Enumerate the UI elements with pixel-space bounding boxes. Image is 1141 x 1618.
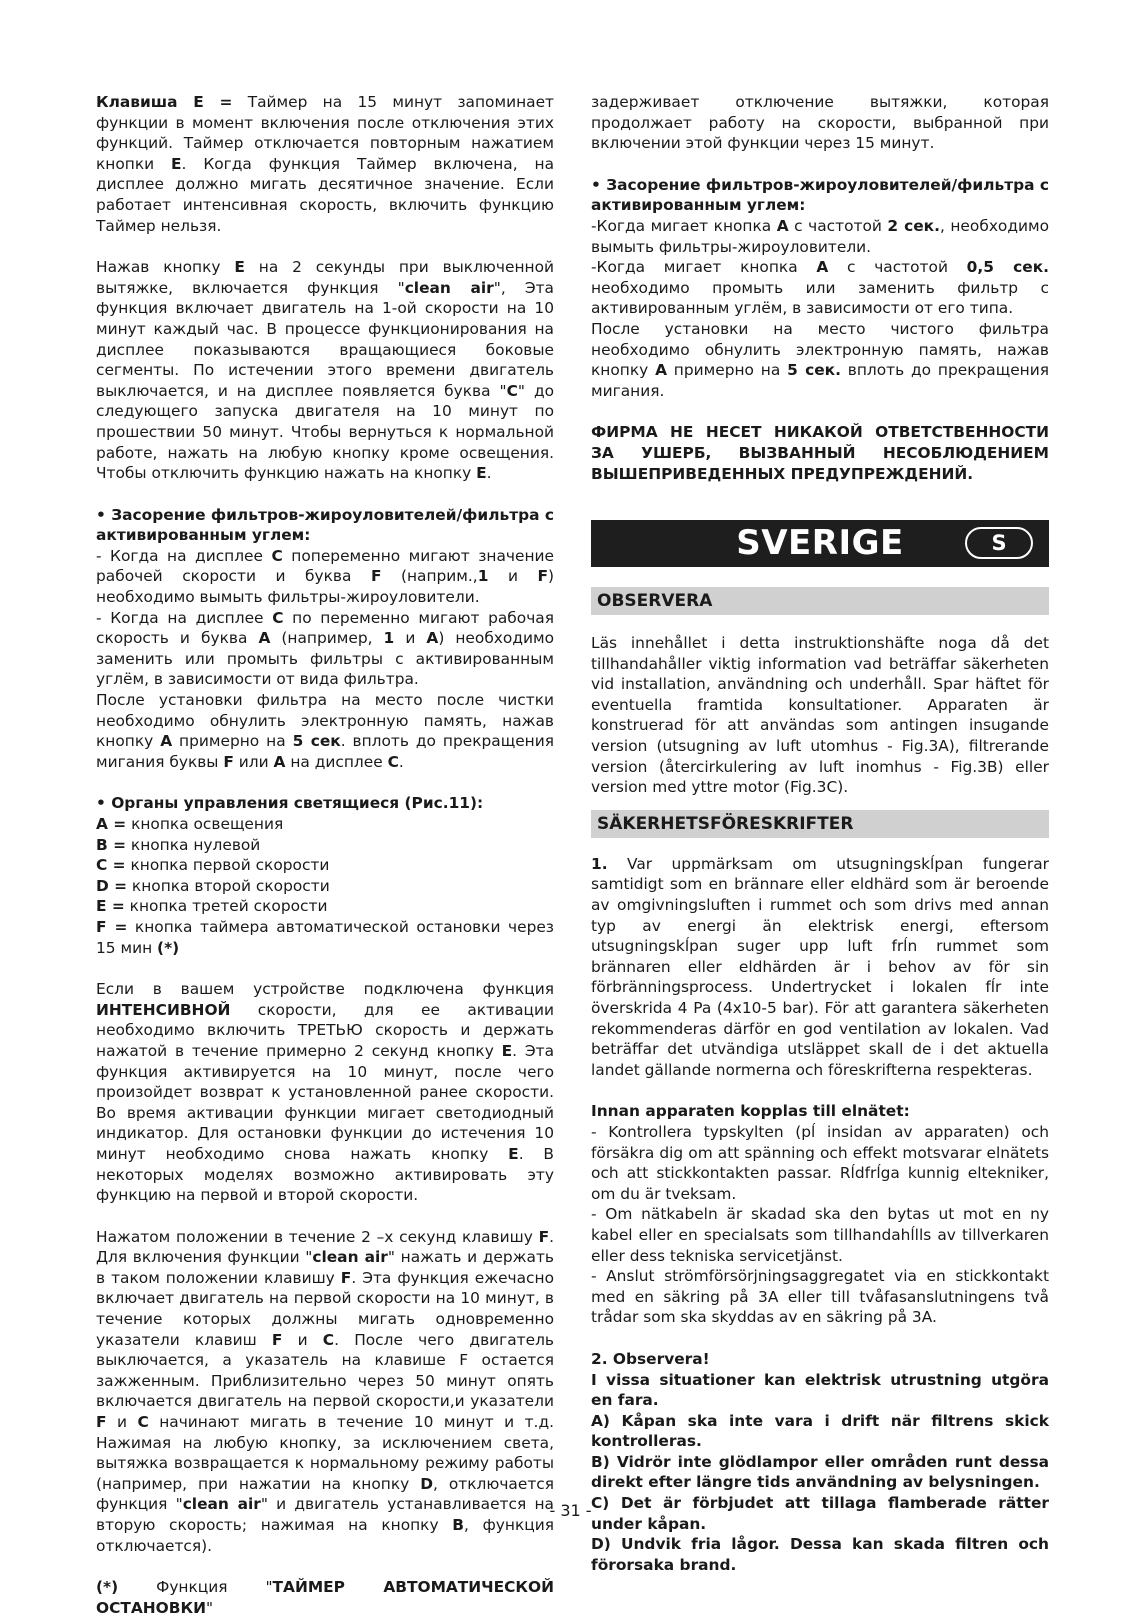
warning-text: ФИРМА НЕ НЕСЕТ НИКАКОЙ ОТВЕТСТВЕННОСТИ ЗА УШЕРБ, ВЫЗВАННЫЙ НЕСОБЛЮДЕНИЕМ ВЫШЕПРИВЕДЕННЫХ ПРЕДУПРЕЖДЕНИЙ. bbox=[591, 423, 1049, 483]
bold-letter: B bbox=[452, 1516, 465, 1534]
bold-letter: C bbox=[506, 381, 518, 400]
observera-text: Läs innehållet i detta instruktionshäfte noga då det tillhandahåller viktig information vad beträffar säkerheten vid installation, användning och underhåll. Spar häftet för eventuella framtida konsultationer. Apparaten är konstruerad för att användas som antingen insugande version (utsugning av luft utomhus - Fig.3A), filtrerande version (återcirkulering av luft inomhus - Fig.3B) eller version med yttre motor (Fig.3C). bbox=[591, 634, 1049, 797]
text-run: , необходимо вымыть фильтры-жироуловители. bbox=[591, 216, 1050, 256]
control-desc: кнопка таймера автоматической остановки через 15 мин bbox=[96, 917, 554, 957]
text-run: - Когда на дисплее bbox=[96, 546, 272, 565]
bold-letter: E bbox=[501, 1041, 513, 1060]
bold-term: ИНТЕНСИВНОЙ bbox=[96, 1000, 231, 1019]
control-desc: кнопка нулевой bbox=[126, 835, 261, 854]
text-run: . После чего двигатель выключается, а указатель на клавише F остается зажженным. Приблизительно через 50 минут опять включается двигатель на первой скорости,и указатели bbox=[96, 1330, 554, 1411]
bold-term: 5 сек. bbox=[787, 361, 841, 380]
before-connect-line: - Kontrollera typskylten (pĺ insidan av apparaten) och försäkra dig om att spänning och effekt motsvarar elnätets och att stickkontakten passar. Rĺdfrĺga kunnig eltekniker, om du är tveksam. bbox=[591, 1122, 1049, 1203]
filter-heading bbox=[591, 175, 1049, 216]
left-column bbox=[96, 92, 554, 1618]
text-run: Нажатом положении в течение 2 –х секунд клавишу bbox=[96, 1227, 539, 1246]
bold-term: 0,5 сек. bbox=[966, 258, 1049, 277]
before-connect-line: - Anslut strömförsörjningsaggregatet via en stickkontakt med en säkring på 3A eller till tvåfasanslutningens två trådar som ska skyddas av en säkring på 3A. bbox=[591, 1267, 1049, 1327]
banner-title: SVERIGE bbox=[736, 523, 904, 564]
safety-point-1 bbox=[591, 854, 1049, 1081]
timer-paragraph bbox=[96, 92, 554, 236]
control-key: C = bbox=[96, 856, 126, 875]
text-run: -Когда мигает кнопка bbox=[591, 258, 817, 277]
bold-term: ТАЙМЕР АВТОМАТИЧЕСКОЙ ОСТАНОВКИ bbox=[96, 1578, 554, 1617]
text-run: примерно на bbox=[172, 732, 293, 751]
bold-letter: C bbox=[271, 546, 283, 565]
text-run: . Эта функция активируется на 10 минут, после чего произойдет возврат к установленной ранее скорости. Во время активации функции мигает светодиодный индикатор. Для остановки функции до истечения 10 минут необходимо снова нажать кнопку bbox=[96, 1041, 554, 1163]
bold-letter: F bbox=[538, 1227, 550, 1246]
text-run: После установки фильтра на место после чистки необходимо обнулить электронную память, нажав кнопку bbox=[96, 691, 554, 751]
filter-line-2 bbox=[96, 608, 554, 690]
before-connect-line: - Om nätkabeln är skadad ska den bytas ut mot en ny kabel eller en specialsats som tillhandahĺlls av tillverkaren eller dess tekniska servicetjänst. bbox=[591, 1205, 1049, 1265]
controls-item bbox=[96, 835, 554, 856]
text-run: с частотой bbox=[828, 258, 967, 277]
bold-letter: C bbox=[322, 1330, 335, 1349]
text-run: и bbox=[282, 1330, 323, 1349]
text-run: . Эта функция ежечасно включает двигатель на первой скорости на 10 минут, в течение которых должны мигать одновременно указатели клавиш bbox=[96, 1268, 555, 1349]
controls-item bbox=[96, 896, 554, 917]
observe-line bbox=[591, 1534, 1049, 1575]
bold-letter: A bbox=[273, 752, 286, 771]
text-run: (например, bbox=[270, 629, 384, 648]
text-run: Var uppmärksam om utsugningskĺpan fungerar samtidigt som en brännare eller eldhärd som är beroende av omgivningsluften i rummet och som drivs med annan typ av energi än elektrisk energi, eftersom utsugningskĺpan suger upp luft frĺn rummet som brännaren eller eldhärden är i behov av för sin förbränningsprocess. Undertrycket i lokalen fĺr inte överskrida 4 Pa (4x10-5 bar). För att garantera säkerheten rekommenderas därför en god ventilation av lokalen. Vad beträffar det utvändiga utsläppet skall de i det aktuella landet gällande normerna och föreskrifterna respekteras. bbox=[591, 854, 1049, 1079]
text-run: " и двигатель устанавливается на вторую скорость; нажимая на кнопку bbox=[96, 1495, 554, 1534]
text-run: Функция " bbox=[118, 1578, 273, 1597]
text-run: и bbox=[394, 629, 427, 648]
observe-line bbox=[591, 1349, 1049, 1370]
filter-line-1 bbox=[591, 216, 1049, 257]
bold-letter: E bbox=[234, 258, 245, 277]
bold-letter: A bbox=[816, 258, 829, 277]
text-run: ) необходимо вымыть фильтры-жироуловители. bbox=[96, 567, 554, 607]
control-key: A = bbox=[96, 815, 127, 833]
control-key: E = bbox=[96, 897, 125, 916]
text-run: необходимо промыть или заменить фильтр с активированным углём, в зависимости от его типа. bbox=[591, 278, 1049, 318]
text-run: Нажав кнопку bbox=[96, 258, 235, 277]
bold-letter: 1 bbox=[383, 629, 395, 648]
controls-heading bbox=[96, 793, 554, 814]
point-number: 1. bbox=[591, 854, 608, 873]
control-desc: кнопка второй скорости bbox=[127, 876, 330, 895]
bold-term: 2 сек. bbox=[887, 216, 940, 235]
bold-letter: E bbox=[508, 1144, 519, 1163]
text-run: ) необходимо заменить или промыть фильтры с активированным углём, в зависимости от вида фильтра. bbox=[96, 629, 555, 689]
bold-letter: F bbox=[537, 567, 548, 586]
bold-letter: A bbox=[426, 629, 439, 648]
text-run: " до следующего запуска двигателя на 10 минут по прошествии 50 минут. Чтобы вернуться к нормальной работе, нажать на любую кнопку кроме освещения. Чтобы отключить функцию нажать на кнопку bbox=[96, 381, 554, 483]
country-badge: S bbox=[965, 527, 1033, 559]
bold-line: A) Kåpan ska inte vara i drift när filtrens skick kontrolleras. bbox=[591, 1411, 1049, 1451]
observe-line bbox=[591, 1452, 1049, 1493]
text-run: по переменно мигают рабочая скорость и буква bbox=[96, 608, 554, 648]
text-run: , функция отключается). bbox=[96, 1516, 554, 1555]
bold-letter: E bbox=[171, 154, 182, 173]
language-banner bbox=[591, 520, 1049, 567]
bold-line: D) Undvik fria lågor. Dessa kan skada filtren och förorsaka brand. bbox=[591, 1535, 1049, 1574]
bold-letter: F bbox=[271, 1330, 283, 1349]
text-run: начинают мигать в течение 10 минут и т.д. Нажимая на любую кнопку, за исключением света, вытяжка возвращается к нормальному режиму работы (например, при нажатии на кнопку bbox=[96, 1413, 554, 1493]
liability-warning bbox=[591, 422, 1049, 484]
bold-heading: Innan apparaten kopplas till elnätet: bbox=[591, 1102, 910, 1121]
bold-letter: F bbox=[370, 567, 382, 586]
bold-letter: A bbox=[776, 216, 789, 235]
text-run: ", Эта функция включает двигатель на 1-ой скорости на 10 минут каждый час. В процессе функционирования на дисплее показываются вращающиеся боковые сегменты. По истечении этого времени двигатель выключается, и на дисплее появляется буква " bbox=[96, 278, 554, 400]
bold-line: B) Vidrör inte glödlampor eller områden runt dessa direkt efter längre tids användning av belysningen. bbox=[591, 1452, 1049, 1492]
footnote-marker: (*) bbox=[157, 938, 180, 957]
bold-letter: F bbox=[223, 752, 234, 771]
controls-item bbox=[96, 917, 554, 958]
observe-line bbox=[591, 1370, 1049, 1411]
text-run: и bbox=[106, 1413, 138, 1432]
text-run: на 2 секунды при выключенной вытяжке, включается функция " bbox=[96, 258, 554, 297]
bold-letter: E bbox=[476, 464, 487, 483]
text-run: на дисплее bbox=[285, 752, 388, 771]
bold-heading: • Засорение фильтров-жироуловителей/фильтра с активированным углем: bbox=[591, 175, 1050, 215]
text-run: Если в вашем устройстве подключена функция bbox=[96, 980, 554, 999]
text-run: . bbox=[486, 464, 492, 483]
text-run: . Для включения функции " bbox=[96, 1227, 554, 1267]
clean-air-paragraph bbox=[96, 257, 554, 484]
controls-item bbox=[96, 855, 554, 876]
bold-letter: A bbox=[160, 732, 173, 751]
filter-line-3 bbox=[96, 690, 554, 772]
bold-letter: F bbox=[96, 1413, 107, 1432]
bold-letter: C bbox=[137, 1413, 149, 1432]
control-key: D = bbox=[96, 876, 128, 895]
controls-item bbox=[96, 876, 554, 897]
bold-letter: 5 сек bbox=[292, 732, 341, 751]
filter-line-3 bbox=[591, 319, 1049, 401]
text-run: попеременно мигают значение рабочей скорости и буква bbox=[96, 546, 554, 586]
timer-continued: задерживает отключение вытяжки, которая продолжает работу на скорости, выбранной при включении этой функции через 15 минут. bbox=[591, 93, 1049, 153]
intensive-paragraph bbox=[96, 979, 554, 1206]
bold-term: clean air bbox=[312, 1248, 388, 1267]
controls-item bbox=[96, 814, 554, 835]
bold-heading: • Засорение фильтров-жироуловителей/фильтра с активированным углем: bbox=[96, 505, 555, 545]
bold-letter: C bbox=[387, 752, 399, 771]
bold-line: 2. Observera! bbox=[591, 1349, 710, 1368]
footnote-marker: (*) bbox=[96, 1578, 119, 1597]
bold-letter: 1 bbox=[477, 567, 489, 586]
text-run: примерно на bbox=[666, 361, 788, 380]
control-key: B = bbox=[96, 835, 126, 854]
bold-line: C) Det är förbjudet att tillaga flamberade rätter under kåpan. bbox=[591, 1494, 1049, 1533]
bold-letter: C bbox=[272, 608, 284, 627]
text-run: . bbox=[398, 752, 404, 771]
footnote-paragraph bbox=[96, 1577, 554, 1618]
text-run: -Когда мигает кнопка bbox=[591, 216, 777, 235]
before-connect-heading bbox=[591, 1101, 1049, 1122]
control-desc: кнопка первой скорости bbox=[125, 856, 330, 875]
filter-heading bbox=[96, 505, 554, 546]
text-run: с частотой bbox=[788, 216, 888, 235]
text-run: скорости, для ее активации необходимо включить ТРЕТЬЮ скорость и держать нажатой в течение примерно 2 секунд кнопку bbox=[96, 1000, 554, 1060]
text-run: " нажать и держать в таком положении клавишу bbox=[96, 1248, 555, 1287]
text-run: После установки на место чистого фильтра необходимо обнулить электронную память, нажав кнопку bbox=[591, 319, 1049, 380]
bold-term: clean air bbox=[404, 278, 494, 297]
bold-heading: • Органы управления светящиеся (Рис.11): bbox=[96, 794, 484, 813]
bold-letter: A bbox=[655, 361, 667, 380]
text-run: . В некоторых моделях возможно активировать эту функцию на первой и второй скорости. bbox=[96, 1144, 554, 1205]
text-run: Таймер на 15 минут запоминает функции в момент включения после отключения этих функций. Таймер отключается повторным нажатием кнопки bbox=[96, 93, 555, 173]
filter-line-1 bbox=[96, 546, 554, 608]
text-run: и bbox=[488, 567, 538, 586]
control-key: F = bbox=[96, 917, 128, 936]
text-run: вплоть до прекращения мигания. bbox=[591, 361, 1049, 400]
control-desc: кнопка освещения bbox=[126, 815, 284, 833]
text-run: , отключается функция " bbox=[96, 1474, 555, 1514]
key-e-label: Клавиша E = bbox=[96, 93, 233, 111]
text-run: " bbox=[205, 1598, 214, 1617]
bold-letter: D bbox=[420, 1474, 433, 1493]
observe-line bbox=[591, 1411, 1049, 1452]
text-run: . вплоть до прекращения мигания буквы bbox=[96, 732, 554, 771]
text-run: - Когда на дисплее bbox=[96, 608, 273, 627]
section-heading-observera: OBSERVERA bbox=[591, 587, 1049, 615]
filter-line-2 bbox=[591, 257, 1049, 319]
bold-term: clean air bbox=[182, 1495, 261, 1514]
right-column bbox=[591, 92, 1049, 1575]
bold-letter: A bbox=[258, 629, 271, 648]
bold-letter: F bbox=[340, 1268, 352, 1287]
page-number: - 31 - bbox=[549, 1501, 592, 1520]
control-desc: кнопка третей скорости bbox=[124, 897, 328, 916]
text-run: . Когда функция Таймер включена, на дисплее должно мигать десятичное значение. Если работает интенсивная скорость, включить функцию Таймер нельзя. bbox=[96, 154, 554, 235]
section-heading-safety: SÄKERHETSFÖRESKRIFTER bbox=[591, 810, 1049, 838]
text-run: или bbox=[233, 752, 274, 771]
text-run: (наприм., bbox=[381, 567, 478, 586]
bold-line: I vissa situationer kan elektrisk utrustning utgöra en fara. bbox=[591, 1370, 1049, 1410]
